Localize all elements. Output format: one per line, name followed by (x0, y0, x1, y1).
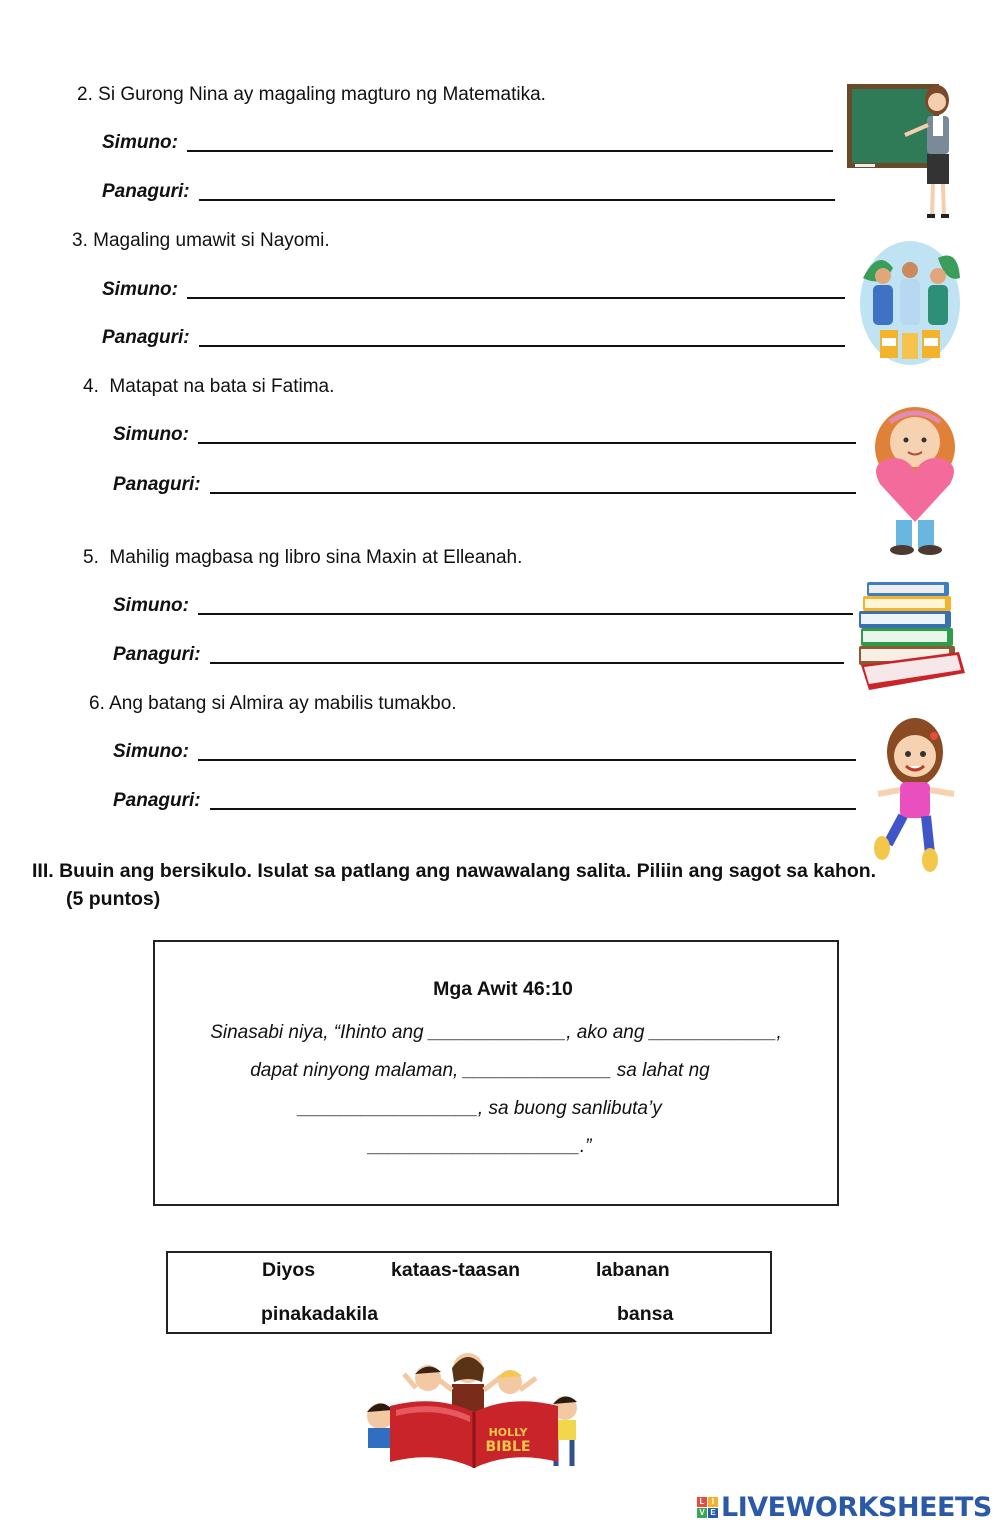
word-bank-item: labanan (596, 1259, 670, 1281)
logo-text: LIVEWORKSHEETS (721, 1491, 992, 1523)
section-3-points: (5 puntos) (66, 888, 161, 910)
item-4-panaguri-label: Panaguri: (113, 474, 201, 495)
item-2-simuno-blank[interactable] (187, 150, 833, 152)
girl-heart-icon (868, 402, 963, 557)
word-bank-item: kataas-taasan (391, 1259, 520, 1281)
girl-running-icon (868, 714, 963, 874)
bible-text-1: HOLLY (488, 1426, 528, 1439)
verse-line-2[interactable]: dapat ninyong malaman, ______________ sa lahat ng (250, 1060, 710, 1081)
verse-title: Mga Awit 46:10 (433, 978, 573, 1000)
item-2-panaguri-label: Panaguri: (102, 181, 190, 202)
item-6-panaguri-blank[interactable] (210, 808, 856, 810)
item-5-panaguri-blank[interactable] (210, 662, 844, 664)
teacher-chalkboard-icon (845, 80, 960, 225)
item-2-panaguri-blank[interactable] (199, 199, 835, 201)
section-3-instruction: III. Buuin ang bersikulo. Isulat sa patlang ang nawawalang salita. Piliin ang sagot sa kahon. (32, 860, 877, 882)
item-4-panaguri-blank[interactable] (210, 492, 856, 494)
item-4-simuno-label: Simuno: (113, 424, 189, 445)
verse-line-3[interactable]: _________________, sa buong sanlibuta’y (298, 1098, 662, 1119)
item-6-panaguri-label: Panaguri: (113, 790, 201, 811)
bible-text-2: BIBLE (485, 1439, 531, 1455)
item-6-simuno-label: Simuno: (113, 741, 189, 762)
item-4-simuno-blank[interactable] (198, 442, 856, 444)
item-4-sentence: 4. Matapat na bata si Fatima. (83, 376, 335, 397)
logo-grid-icon: L I V E (697, 1497, 718, 1518)
item-5-simuno-label: Simuno: (113, 595, 189, 616)
item-6-simuno-blank[interactable] (198, 759, 856, 761)
word-bank-item: bansa (617, 1303, 674, 1325)
item-3-sentence: 3. Magaling umawit si Nayomi. (72, 230, 330, 251)
word-bank-item: Diyos (262, 1259, 316, 1281)
item-6-sentence: 6. Ang batang si Almira ay mabilis tumakbo. (89, 693, 457, 714)
item-2-sentence: 2. Si Gurong Nina ay magaling magturo ng Matematika. (77, 84, 546, 105)
item-2-simuno-label: Simuno: (102, 132, 178, 153)
verse-line-1[interactable]: Sinasabi niya, “Ihinto ang _____________, ako ang ____________, (210, 1022, 782, 1043)
word-bank-item: pinakadakila (261, 1303, 379, 1325)
item-3-panaguri-label: Panaguri: (102, 327, 190, 348)
books-stack-icon (855, 578, 967, 694)
item-3-panaguri-blank[interactable] (199, 345, 845, 347)
verse-line-4[interactable]: ____________________.” (368, 1136, 592, 1157)
item-3-simuno-blank[interactable] (187, 297, 845, 299)
item-5-panaguri-label: Panaguri: (113, 644, 201, 665)
item-3-simuno-label: Simuno: (102, 279, 178, 300)
liveworksheets-logo[interactable] (697, 1490, 997, 1524)
item-5-simuno-blank[interactable] (198, 613, 853, 615)
people-group-icon (858, 238, 963, 378)
item-5-sentence: 5. Mahilig magbasa ng libro sina Maxin at Elleanah. (83, 547, 523, 568)
children-bible-icon (360, 1346, 588, 1474)
